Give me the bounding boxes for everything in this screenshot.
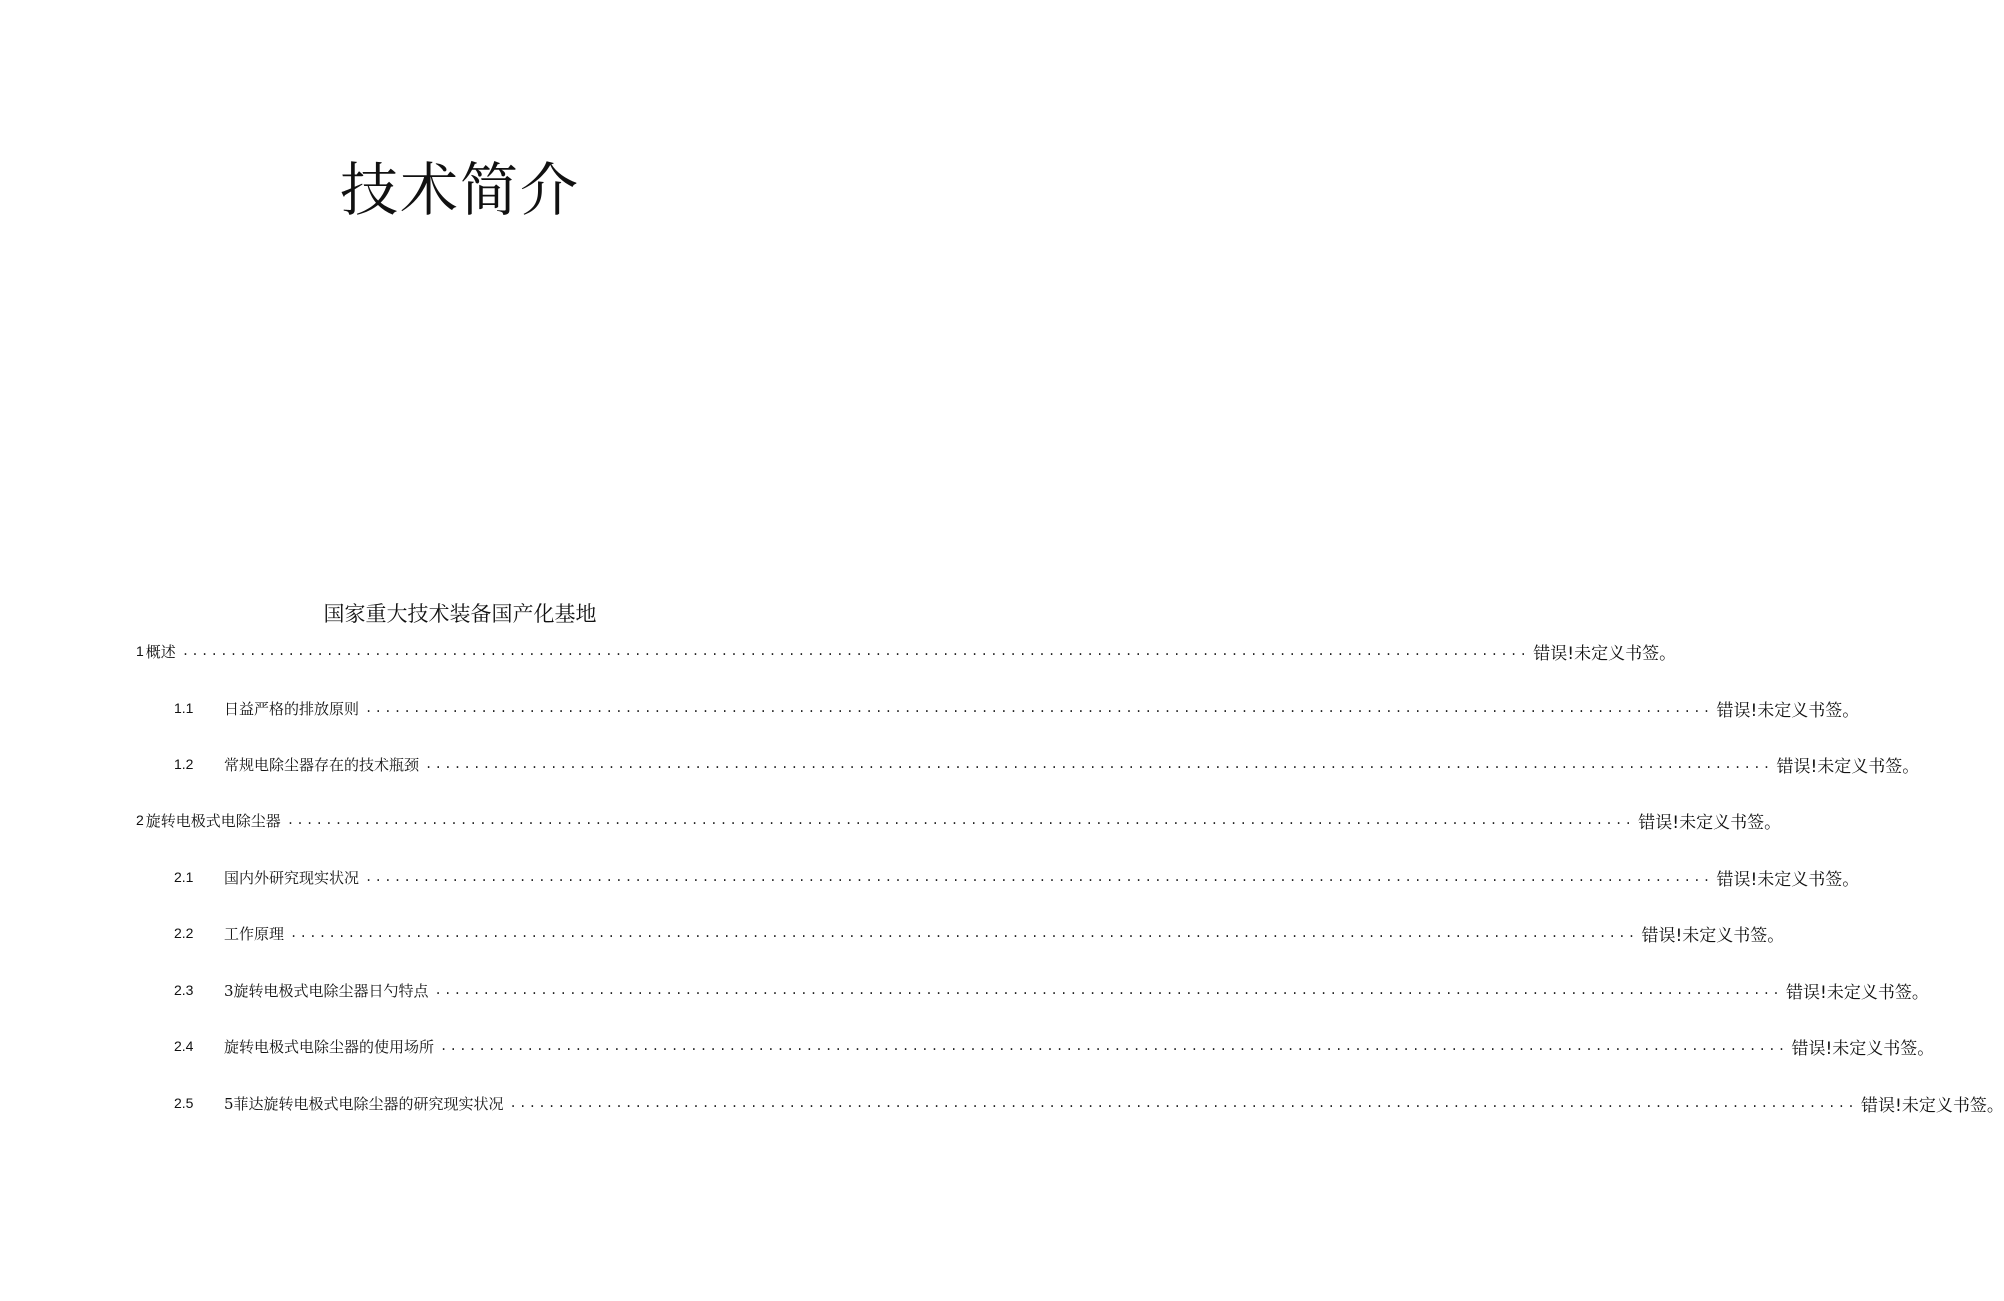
toc-entry-page-ref: 错误!未定义书签。: [1786, 982, 1929, 1003]
toc-dot-leader: ............................................................................................................................................: [425, 757, 1773, 771]
toc-entry-2[interactable]: [136, 806, 1782, 834]
toc-entry-page-ref: 错误!未定义书签。: [1716, 869, 1860, 890]
toc-entry-1-2[interactable]: [174, 750, 1920, 778]
toc-entry-title: 日益严格的排放原则: [224, 699, 360, 718]
toc-entry-number: 2: [136, 812, 144, 828]
toc-entry-number: 2.2: [174, 925, 194, 941]
toc-entry-title: 5菲达旋转电极式电除尘器的研究现实状况: [224, 1094, 504, 1113]
toc-entry-number: 1: [136, 643, 144, 659]
toc-dot-leader: ............................................................................................................................................: [290, 926, 1638, 940]
toc-entry-2-4[interactable]: [174, 1032, 1935, 1060]
toc-entry-1-1[interactable]: [174, 694, 1860, 722]
document-title: 技术简介: [339, 156, 580, 224]
toc-dot-leader: ............................................................................................................................................: [365, 870, 1713, 884]
toc-entry-number: 2.5: [174, 1095, 194, 1111]
toc-entry-number: 1.2: [174, 756, 194, 772]
toc-entry-title: 工作原理: [224, 924, 285, 943]
toc-heading: 国家重大技术装备国产化基地: [323, 602, 597, 626]
toc-entry-number: 2.1: [174, 869, 194, 885]
toc-entry-2-1[interactable]: [174, 863, 1860, 891]
toc-entry-title: 国内外研究现实状况: [224, 868, 360, 887]
toc-dot-leader: ............................................................................................................................................: [181, 644, 1530, 658]
toc-entry-title: 常规电除尘器存在的技术瓶颈: [224, 755, 420, 774]
toc-entry-number: 1.1: [174, 700, 194, 716]
toc-entry-title: 旋转电极式电除尘器的使用场所: [224, 1037, 435, 1056]
toc-entry-2-2[interactable]: [174, 919, 1785, 947]
toc-entry-page-ref: 错误!未定义书签。: [1716, 700, 1860, 721]
toc-entry-page-ref: 错误!未定义书签。: [1861, 1095, 2004, 1116]
toc-dot-leader: ............................................................................................................................................: [440, 1039, 1788, 1053]
toc-entry-title: 3旋转电极式电除尘器日勺特点: [224, 981, 429, 1000]
toc-entry-2-5[interactable]: [174, 1089, 2004, 1117]
toc-entry-title: 旋转电极式电除尘器: [145, 811, 281, 830]
toc-dot-leader: ............................................................................................................................................: [365, 701, 1713, 715]
toc-entry-page-ref: 错误!未定义书签。: [1638, 812, 1782, 833]
toc-entry-2-3[interactable]: [174, 976, 1929, 1004]
toc-dot-leader: ............................................................................................................................................: [286, 813, 1635, 827]
toc-dot-leader: ............................................................................................................................................: [434, 983, 1782, 997]
toc-entry-page-ref: 错误!未定义书签。: [1533, 643, 1677, 664]
toc-entry-1[interactable]: [136, 637, 1677, 665]
toc-entry-number: 2.3: [174, 982, 194, 998]
toc-entry-number: 2.4: [174, 1038, 194, 1054]
toc-dot-leader: ............................................................................................................................................: [509, 1096, 1857, 1110]
toc-entry-page-ref: 错误!未定义书签。: [1776, 756, 1920, 777]
toc-entry-page-ref: 错误!未定义书签。: [1641, 925, 1785, 946]
toc-entry-page-ref: 错误!未定义书签。: [1791, 1038, 1935, 1059]
toc-entry-title: 概述: [145, 642, 176, 661]
